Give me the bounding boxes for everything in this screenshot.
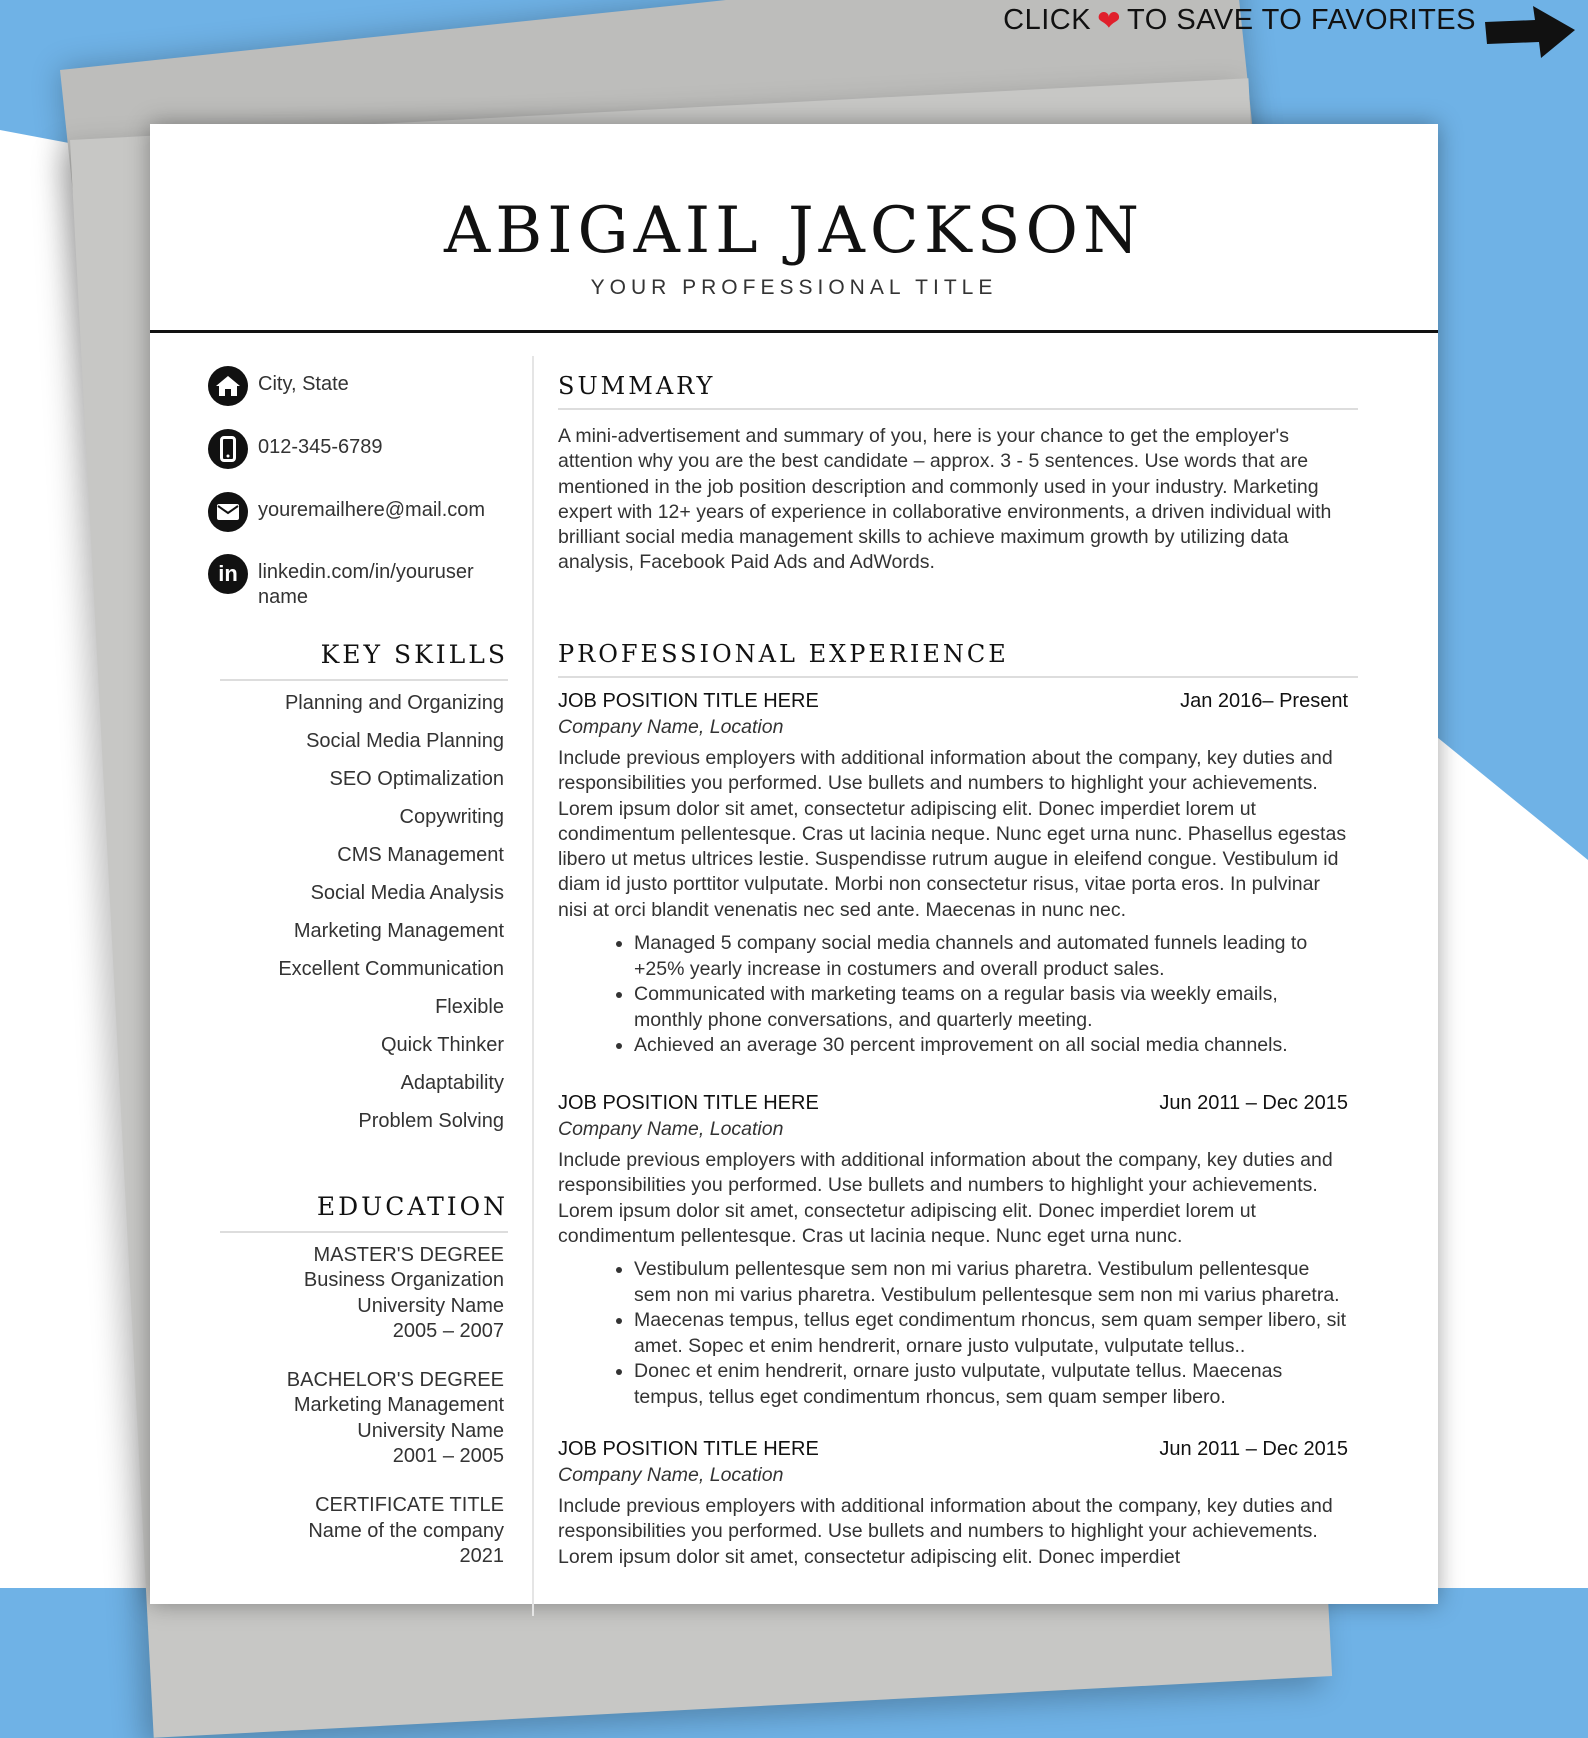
field: Business Organization xyxy=(303,1269,504,1292)
job-dates: Jun 2011 – Dec 2015 xyxy=(1159,1092,1348,1114)
location-text: City, State xyxy=(258,373,349,395)
banner-text-click: CLICK xyxy=(1003,3,1092,36)
contact-location xyxy=(208,366,490,406)
field: Marketing Management xyxy=(293,1394,504,1417)
job-bullet: • Achieved an average 30 percent improvement on all social media channels. xyxy=(634,1033,1348,1059)
job-bullet: • Vestibulum pellentesque sem non mi varius pharetra. Vestibulum pellentesque sem non mi varius pharetra. Vestibulum pellentesque sem non mi varius pharetra. xyxy=(634,1257,1348,1308)
education-entry xyxy=(220,1243,504,1344)
experience-heading xyxy=(558,640,1358,678)
arrow-right-icon xyxy=(1483,0,1578,62)
years: 2001 – 2005 xyxy=(392,1445,504,1468)
phone-icon xyxy=(208,429,248,469)
job-description: Include previous employers with additional information about the company, key duties and responsibilities you performed. Use bullets and numbers to highlight your achievements. Lorem ipsum dolor sit amet, consectetur adipiscing elit. Donec imperdiet xyxy=(558,1495,1333,1568)
skill-item: Planning and Organizing xyxy=(284,692,504,714)
skill-item: CMS Management xyxy=(337,844,504,866)
key-skills-heading xyxy=(220,640,508,681)
summary-heading xyxy=(558,372,1358,410)
linkedin-icon: in xyxy=(208,554,248,594)
summary-text: A mini-advertisement and summary of you, here is your chance to get the employer's attention why you are the best candidate – approx. 3 - 5 sentences. Use words that are mentioned in the job position description and commonly used in your industry. Marketing expert with 12+ years of experience in collaborative environments, a driven individual with brilliant social media management skills to achieve maximum growth by utilizing data analysis, Facebook Paid Ads and AdWords. xyxy=(558,425,1332,574)
contact-phone xyxy=(208,429,490,469)
contact-linkedin xyxy=(208,554,490,610)
job-dates: Jun 2011 – Dec 2015 xyxy=(1159,1438,1348,1460)
key-skills-divider xyxy=(220,679,508,681)
email-text: youremailhere@mail.com xyxy=(258,499,486,521)
job-bullets xyxy=(558,931,1348,1059)
skill-item: Flexible xyxy=(435,996,504,1018)
skill-item: Problem Solving xyxy=(358,1110,504,1132)
job-company: Company Name, Location xyxy=(558,716,784,738)
job-description: Include previous employers with additional information about the company, key duties and responsibilities you performed. Use bullets and numbers to highlight your achievements. Lorem ipsum dolor sit amet, consectetur adipiscing elit. Donec imperdiet lorem ut condimentum pellentesque. Cras ut lacinia neque. Nunc eget urna nunc. Phasellus egestas libero ut metus ultrices lestie. Suspendisse rutrum augue in eleifend congue. Vestibulum id diam id justo porttitor vulputate. Morbi non consectetur risus, vitae porta eros. In pulvinar nisi at orci blandit venenatis nec sed ante. Maecenas in nunc nec. xyxy=(558,747,1347,921)
heart-icon: ❤ xyxy=(1097,4,1122,36)
resume-professional-title: YOUR PROFESSIONAL TITLE xyxy=(590,276,998,299)
column-divider xyxy=(532,356,534,1616)
resume-name: ABIGAIL JACKSON xyxy=(444,194,1144,268)
degree: CERTIFICATE TITLE xyxy=(315,1494,504,1517)
job-entry xyxy=(558,688,1348,1059)
summary-heading-text: SUMMARY xyxy=(558,372,716,400)
save-to-favorites-banner[interactable] xyxy=(1003,0,1476,40)
key-skills-heading-text: KEY SKILLS xyxy=(320,640,508,669)
experience-heading-text: PROFESSIONAL EXPERIENCE xyxy=(558,640,1009,668)
years: 2005 – 2007 xyxy=(392,1319,504,1342)
education-heading xyxy=(220,1192,508,1233)
job-position: JOB POSITION TITLE HERE xyxy=(558,1092,819,1114)
years: 2021 xyxy=(459,1544,504,1567)
banner-text-favorites: TO SAVE TO FAVORITES xyxy=(1127,3,1476,36)
degree: BACHELOR'S DEGREE xyxy=(286,1369,504,1392)
resume-page xyxy=(150,124,1438,1604)
job-bullet: • Maecenas tempus, tellus eget condimentum rhoncus, sem quam semper libero, sit amet. Sopec et enim hendrerit, ornare justo vulputate, vulputate tellus.. xyxy=(634,1308,1348,1359)
contact-email xyxy=(208,492,490,532)
skill-item: SEO Optimalization xyxy=(329,768,504,790)
skill-item: Social Media Planning xyxy=(306,730,504,752)
job-dates: Jan 2016– Present xyxy=(1180,690,1348,712)
job-description: Include previous employers with additional information about the company, key duties and responsibilities you performed. Use bullets and numbers to highlight your achievements. Lorem ipsum dolor sit amet, consectetur adipiscing elit. Donec imperdiet lorem ut condimentum pellentesque. Cras ut lacinia neque. Nunc eget urna nunc. xyxy=(558,1149,1333,1247)
skill-item: Excellent Communication xyxy=(278,958,504,980)
education-list xyxy=(220,1243,504,1593)
skill-item: Copywriting xyxy=(399,806,504,828)
phone-text: 012-345-6789 xyxy=(258,436,383,458)
education-entry xyxy=(220,1368,504,1469)
summary-divider xyxy=(558,408,1358,410)
skill-item: Adaptability xyxy=(400,1072,504,1094)
header-divider xyxy=(150,330,1438,333)
envelope-icon xyxy=(208,492,248,532)
job-entry xyxy=(558,1436,1348,1570)
experience-divider xyxy=(558,676,1358,678)
school: University Name xyxy=(357,1419,504,1442)
skill-item: Marketing Management xyxy=(293,920,504,942)
job-position: JOB POSITION TITLE HERE xyxy=(558,1438,819,1460)
job-bullet: • Donec et enim hendrerit, ornare justo vulputate, vulputate tellus. Maecenas tempus, tellus eget condimentum rhoncus, sem quam semper libero. xyxy=(634,1359,1348,1410)
home-icon xyxy=(208,366,248,406)
degree: MASTER'S DEGREE xyxy=(313,1244,504,1266)
job-company: Company Name, Location xyxy=(558,1118,784,1140)
job-company: Company Name, Location xyxy=(558,1464,784,1486)
education-divider xyxy=(220,1231,508,1233)
education-entry xyxy=(220,1493,504,1569)
job-entry xyxy=(558,1090,1348,1410)
field: Name of the company xyxy=(308,1519,504,1542)
linkedin-text: linkedin.com/in/youruser name xyxy=(258,561,474,608)
job-bullet: • Managed 5 company social media channels and automated funnels leading to +25% yearly increase in costumers and overall product sales. xyxy=(634,931,1348,982)
school: University Name xyxy=(357,1294,504,1317)
job-bullet: • Communicated with marketing teams on a regular basis via weekly emails, monthly phone conversations, and quarterly meeting. xyxy=(634,982,1348,1033)
skill-item: Social Media Analysis xyxy=(310,882,504,904)
skills-list xyxy=(220,684,504,1140)
job-bullets xyxy=(558,1257,1348,1410)
job-position: JOB POSITION TITLE HERE xyxy=(558,690,819,712)
education-heading-text: EDUCATION xyxy=(316,1192,508,1221)
skill-item: Quick Thinker xyxy=(380,1034,504,1056)
